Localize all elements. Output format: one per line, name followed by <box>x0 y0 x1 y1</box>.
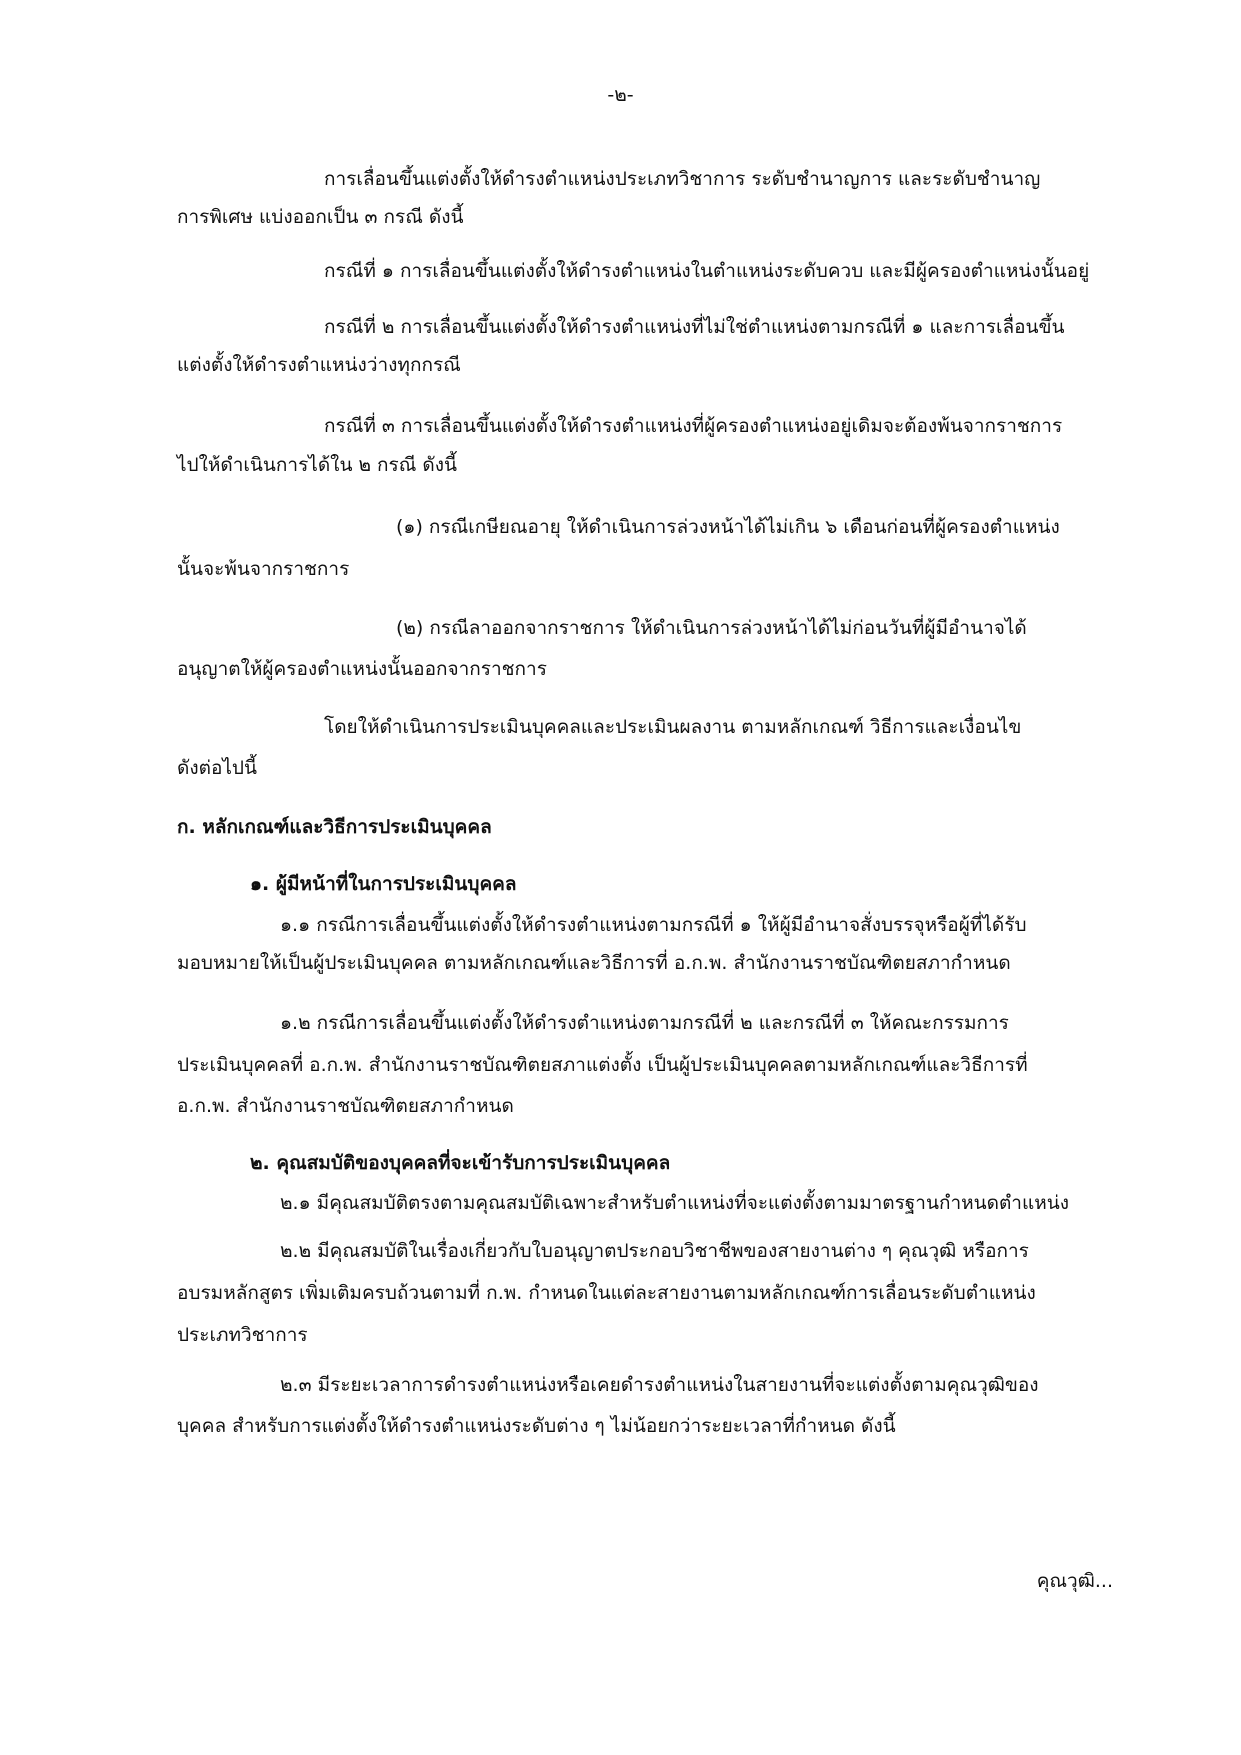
section-a-heading: ก. หลักเกณฑ์และวิธีการประเมินบุคคล <box>177 816 492 838</box>
sub-case-2-line-2: อนุญาตให้ผู้ครองตำแหน่งนั้นออกจากราชการ <box>177 658 547 680</box>
case-2-line-2: แต่งตั้งให้ดำรงตำแหน่งว่างทุกกรณี <box>177 354 461 376</box>
intro-line-2: การพิเศษ แบ่งออกเป็น ๓ กรณี ดังนี้ <box>177 206 464 228</box>
item-2-1: ๒.๑ มีคุณสมบัติตรงตามคุณสมบัติเฉพาะสำหรับตำแหน่งที่จะแต่งตั้งตามมาตรฐานกำหนดตำแหน่ง <box>280 1192 1070 1214</box>
case-3-line-2: ไปให้ดำเนินการได้ใน ๒ กรณี ดังนี้ <box>177 454 458 476</box>
continuation-marker: คุณวุฒิ... <box>1036 1570 1113 1592</box>
item-2-2-line-2: อบรมหลักสูตร เพิ่มเติมครบถ้วนตามที่ ก.พ. กำหนดในแต่ละสายงานตามหลักเกณฑ์การเลื่อนระดับตำแหน่ง <box>177 1282 1036 1304</box>
sub-case-1-line-1: (๑) กรณีเกษียณอายุ ให้ดำเนินการล่วงหน้าได้ไม่เกิน ๖ เดือนก่อนที่ผู้ครองตำแหน่ง <box>396 516 1060 538</box>
procedure-line-2: ดังต่อไปนี้ <box>177 757 257 779</box>
case-2-line-1: กรณีที่ ๒ การเลื่อนขึ้นแต่งตั้งให้ดำรงตำแหน่งที่ไม่ใช่ตำแหน่งตามกรณีที่ ๑ และการเลื่อนขึ้น <box>324 316 1065 338</box>
item-2-3-line-1: ๒.๓ มีระยะเวลาการดำรงตำแหน่งหรือเคยดำรงตำแหน่งในสายงานที่จะแต่งตั้งตามคุณวุฒิของ <box>280 1374 1039 1396</box>
item-1-heading: ๑. ผู้มีหน้าที่ในการประเมินบุคคล <box>250 873 517 895</box>
item-1-1-line-1: ๑.๑ กรณีการเลื่อนขึ้นแต่งตั้งให้ดำรงตำแหน่งตามกรณีที่ ๑ ให้ผู้มีอำนาจสั่งบรรจุหรือผู้ที่ได้รับ <box>280 914 1027 936</box>
item-2-heading: ๒. คุณสมบัติของบุคคลที่จะเข้ารับการประเมินบุคคล <box>250 1152 671 1174</box>
intro-line-1: การเลื่อนขึ้นแต่งตั้งให้ดำรงตำแหน่งประเภทวิชาการ ระดับชำนาญการ และระดับชำนาญ <box>324 168 1041 190</box>
sub-case-1-line-2: นั้นจะพ้นจากราชการ <box>177 558 350 580</box>
sub-case-2-line-1: (๒) กรณีลาออกจากราชการ ให้ดำเนินการล่วงหน้าได้ไม่ก่อนวันที่ผู้มีอำนาจได้ <box>396 617 1027 639</box>
item-1-2-line-1: ๑.๒ กรณีการเลื่อนขึ้นแต่งตั้งให้ดำรงตำแหน่งตามกรณีที่ ๒ และกรณีที่ ๓ ให้คณะกรรมการ <box>280 1012 1009 1034</box>
item-2-2-line-3: ประเภทวิชาการ <box>177 1324 308 1346</box>
item-2-2-line-1: ๒.๒ มีคุณสมบัติในเรื่องเกี่ยวกับใบอนุญาตประกอบวิชาชีพของสายงานต่าง ๆ คุณวุฒิ หรือการ <box>280 1240 1029 1262</box>
item-1-2-line-2: ประเมินบุคคลที่ อ.ก.พ. สำนักงานราชบัณฑิตยสภาแต่งตั้ง เป็นผู้ประเมินบุคคลตามหลักเกณฑ์และวิธีการที่ <box>177 1054 1028 1076</box>
case-1: กรณีที่ ๑ การเลื่อนขึ้นแต่งตั้งให้ดำรงตำแหน่งในตำแหน่งระดับควบ และมีผู้ครองตำแหน่งนั้นอยู่ <box>324 260 1090 282</box>
item-1-2-line-3: อ.ก.พ. สำนักงานราชบัณฑิตยสภากำหนด <box>177 1095 514 1117</box>
case-3-line-1: กรณีที่ ๓ การเลื่อนขึ้นแต่งตั้งให้ดำรงตำแหน่งที่ผู้ครองตำแหน่งอยู่เดิมจะต้องพ้นจากราชการ <box>324 415 1063 437</box>
item-1-1-line-2: มอบหมายให้เป็นผู้ประเมินบุคคล ตามหลักเกณฑ์และวิธีการที่ อ.ก.พ. สำนักงานราชบัณฑิตยสภากำหนด <box>177 952 1011 974</box>
page-number: -๒- <box>607 84 634 106</box>
procedure-line-1: โดยให้ดำเนินการประเมินบุคคลและประเมินผลงาน ตามหลักเกณฑ์ วิธีการและเงื่อนไข <box>324 716 1022 738</box>
item-2-3-line-2: บุคคล สำหรับการแต่งตั้งให้ดำรงตำแหน่งระดับต่าง ๆ ไม่น้อยกว่าระยะเวลาที่กำหนด ดังนี้ <box>177 1415 896 1437</box>
